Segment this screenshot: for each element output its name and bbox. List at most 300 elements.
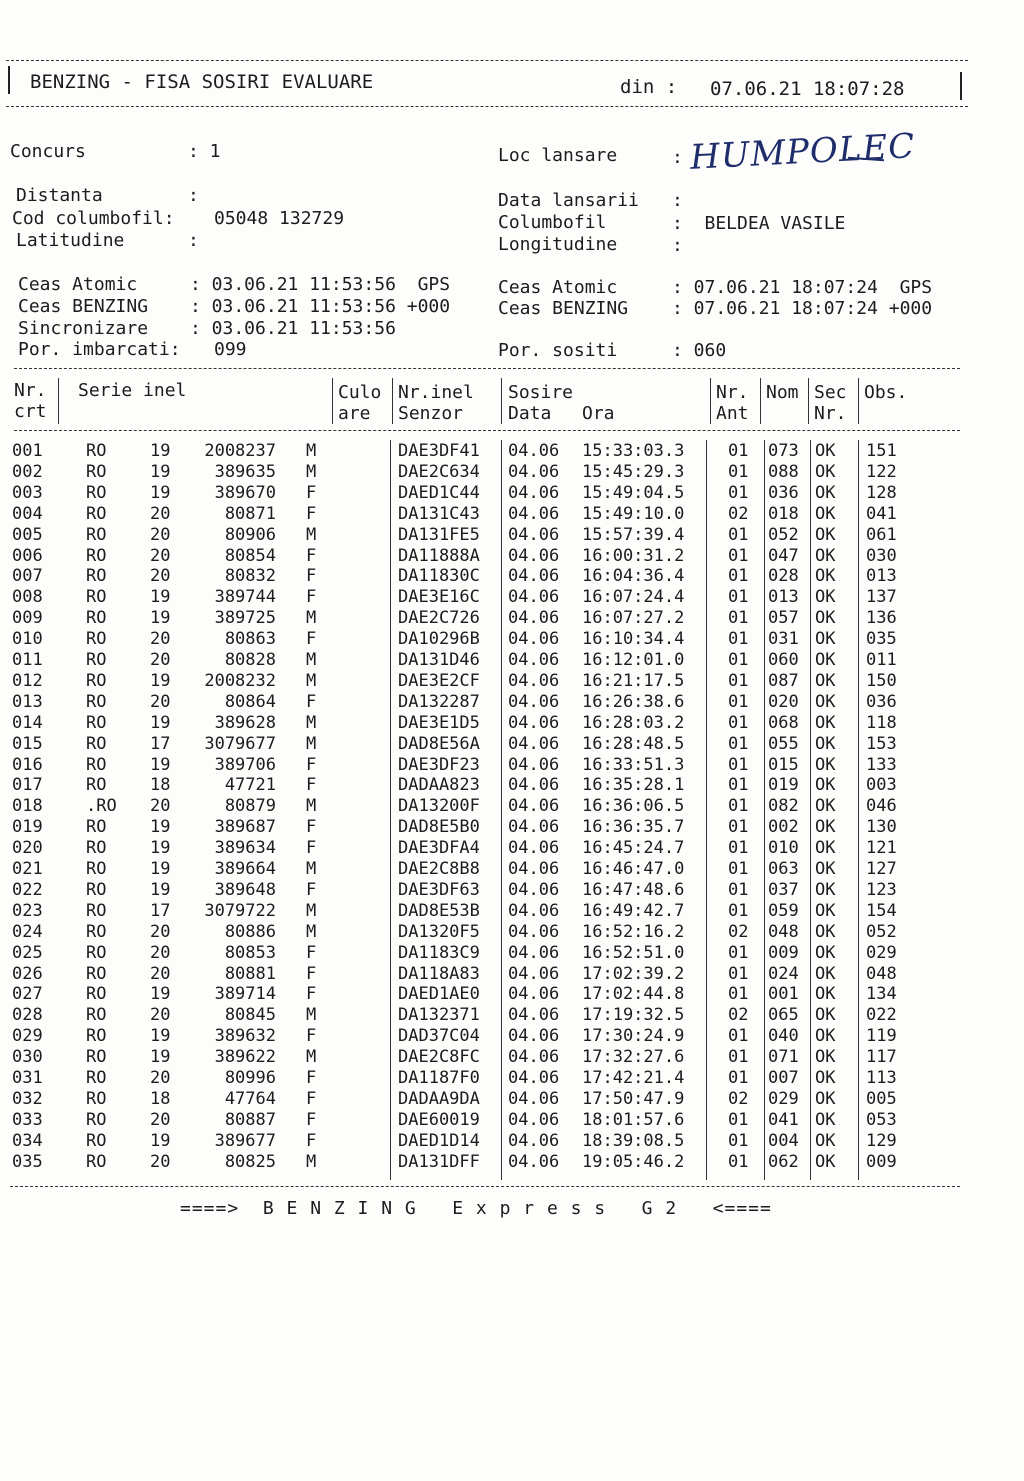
row-sensor: DAE2C634: [398, 461, 480, 482]
row-sensor: DA10296B: [398, 629, 480, 650]
row-nom: 040: [768, 1026, 799, 1047]
table-row: [0, 838, 1024, 859]
row-ring-number: 80853: [224, 942, 276, 963]
row-antenna: 02: [728, 503, 749, 524]
row-country: RO: [86, 670, 107, 691]
row-ring-number: 47721: [224, 775, 276, 796]
col-header-culoare: Culo: [338, 382, 382, 403]
row-obs: 036: [866, 691, 897, 712]
col-header-nr: Nr.: [14, 380, 47, 401]
row-date: 04.06: [508, 984, 560, 1005]
row-year: 20: [150, 691, 171, 712]
row-ring-number: 80881: [224, 963, 276, 984]
row-sensor: DAE3DF63: [398, 879, 480, 900]
distanta-value: :: [188, 185, 199, 206]
row-sex: F: [306, 775, 317, 796]
row-country: RO: [86, 650, 107, 670]
row-nom: 024: [768, 963, 799, 984]
row-date: 04.06: [508, 566, 560, 587]
row-sensor: DA132287: [398, 691, 480, 712]
row-sensor: DAE2C726: [398, 608, 480, 629]
row-nom: 004: [768, 1130, 799, 1151]
row-year: 20: [150, 566, 171, 587]
row-nr: 016: [12, 754, 43, 775]
row-sec: OK: [815, 441, 836, 461]
row-country: RO: [86, 963, 107, 984]
row-obs: 118: [866, 712, 897, 733]
row-ring-number: 80887: [224, 1109, 276, 1130]
row-country: RO: [86, 1109, 107, 1130]
row-date: 04.06: [508, 754, 560, 775]
columbofil-value: : BELDEA VASILE: [672, 213, 846, 234]
row-nom: 082: [768, 796, 799, 817]
por-imbarcati-label: Por. imbarcati:: [18, 339, 181, 360]
row-year: 20: [150, 963, 171, 984]
row-obs: 133: [866, 754, 897, 775]
row-ring-number: 389706: [214, 754, 276, 775]
row-antenna: 01: [728, 1047, 749, 1068]
row-date: 04.06: [508, 1068, 560, 1088]
row-sex: M: [306, 1151, 317, 1172]
title-left-border: [8, 66, 10, 94]
row-sex: F: [306, 1026, 317, 1047]
row-sex: M: [306, 733, 317, 754]
row-nr: 032: [12, 1088, 43, 1109]
row-year: 20: [150, 503, 171, 524]
row-sex: F: [306, 587, 317, 608]
ceas-atomic-left-value: : 03.06.21 11:53:56 GPS: [190, 274, 451, 295]
row-ring-number: 80871: [224, 503, 276, 524]
latitudine-label: Latitudine: [16, 230, 125, 251]
row-year: 18: [150, 775, 171, 796]
row-obs: 121: [866, 838, 897, 859]
row-sec: OK: [815, 1130, 836, 1151]
table-row: [0, 441, 1024, 462]
row-antenna: 02: [728, 1005, 749, 1026]
row-date: 04.06: [508, 1047, 560, 1068]
row-country: RO: [86, 629, 107, 650]
row-time: 16:52:51.0: [582, 942, 685, 963]
row-sex: M: [306, 1005, 317, 1026]
row-year: 20: [150, 545, 171, 566]
row-nom: 047: [768, 545, 799, 566]
row-year: 20: [150, 650, 171, 670]
row-time: 15:49:04.5: [582, 482, 685, 503]
row-sensor: DA131D46: [398, 650, 480, 670]
table-row: [0, 713, 1024, 734]
row-obs: 053: [866, 1109, 897, 1130]
row-ring-number: 80864: [224, 691, 276, 712]
row-time: 16:46:47.0: [582, 859, 685, 879]
row-date: 04.06: [508, 775, 560, 796]
row-sex: M: [306, 441, 317, 461]
col-header-sosire: Sosire: [508, 382, 574, 403]
row-date: 04.06: [508, 1109, 560, 1130]
col-divider: [858, 378, 859, 424]
row-year: 19: [150, 859, 171, 879]
row-antenna: 01: [728, 942, 749, 963]
row-sensor: DAD8E53B: [398, 900, 480, 921]
row-date: 04.06: [508, 629, 560, 650]
row-country: RO: [86, 524, 107, 545]
row-country: RO: [86, 900, 107, 921]
row-ring-number: 389628: [214, 712, 276, 733]
row-country: RO: [86, 817, 107, 838]
ceas-atomic-right-label: Ceas Atomic: [498, 277, 618, 298]
row-year: 20: [150, 921, 171, 942]
row-obs: 113: [866, 1068, 897, 1088]
row-obs: 123: [866, 879, 897, 900]
row-ring-number: 389664: [214, 859, 276, 879]
row-nr: 034: [12, 1130, 43, 1151]
table-bottom-border: [10, 1186, 960, 1187]
row-nr: 004: [12, 503, 43, 524]
row-obs: 030: [866, 545, 897, 566]
row-year: 19: [150, 879, 171, 900]
row-year: 20: [150, 524, 171, 545]
row-country: RO: [86, 1047, 107, 1068]
row-country: RO: [86, 503, 107, 524]
row-sec: OK: [815, 503, 836, 524]
row-sex: F: [306, 942, 317, 963]
row-date: 04.06: [508, 942, 560, 963]
row-antenna: 01: [728, 838, 749, 859]
col-header-crt: crt: [14, 401, 47, 422]
row-nom: 002: [768, 817, 799, 838]
row-nr: 002: [12, 461, 43, 482]
row-year: 17: [150, 900, 171, 921]
row-antenna: 01: [728, 984, 749, 1005]
row-obs: 127: [866, 859, 897, 879]
data-lansarii-value: :: [672, 190, 683, 211]
row-ring-number: 389714: [214, 984, 276, 1005]
row-time: 16:00:31.2: [582, 545, 685, 566]
table-row: [0, 692, 1024, 713]
sincronizare-label: Sincronizare: [18, 318, 149, 339]
row-year: 19: [150, 984, 171, 1005]
col-header-nom: Nom: [766, 382, 799, 403]
row-antenna: 02: [728, 921, 749, 942]
row-time: 17:42:21.4: [582, 1068, 685, 1088]
row-nom: 087: [768, 670, 799, 691]
row-ring-number: 2008232: [204, 670, 276, 691]
table-row: [0, 483, 1024, 504]
row-year: 20: [150, 1109, 171, 1130]
row-sensor: DAD8E56A: [398, 733, 480, 754]
row-antenna: 01: [728, 733, 749, 754]
concurs-value: : 1: [188, 141, 221, 162]
row-obs: 153: [866, 733, 897, 754]
row-sensor: DA118A83: [398, 963, 480, 984]
col-divider: [58, 378, 59, 424]
title-top-border: [6, 60, 968, 61]
row-obs: 150: [866, 670, 897, 691]
row-country: RO: [86, 754, 107, 775]
row-ring-number: 389635: [214, 461, 276, 482]
row-sec: OK: [815, 879, 836, 900]
col-header-ora: Ora: [582, 403, 615, 424]
title-right-border: [960, 72, 962, 100]
por-imbarcati-value: 099: [214, 339, 247, 360]
row-time: 16:33:51.3: [582, 754, 685, 775]
row-sex: M: [306, 921, 317, 942]
row-year: 19: [150, 587, 171, 608]
por-sositi-value: : 060: [672, 340, 727, 361]
row-obs: 130: [866, 817, 897, 838]
row-country: RO: [86, 608, 107, 629]
row-obs: 022: [866, 1005, 897, 1026]
row-date: 04.06: [508, 482, 560, 503]
row-sec: OK: [815, 963, 836, 984]
row-year: 19: [150, 838, 171, 859]
row-nom: 073: [768, 441, 799, 461]
row-date: 04.06: [508, 1026, 560, 1047]
row-year: 20: [150, 1005, 171, 1026]
row-time: 16:47:48.6: [582, 879, 685, 900]
table-row: [0, 1005, 1024, 1026]
row-sex: F: [306, 545, 317, 566]
row-sensor: DAE3E16C: [398, 587, 480, 608]
row-obs: 046: [866, 796, 897, 817]
row-year: 20: [150, 1151, 171, 1172]
col-header-nr-ant: Nr.: [716, 382, 749, 403]
row-ring-number: 80906: [224, 524, 276, 545]
row-sensor: DADAA9DA: [398, 1088, 480, 1109]
table-row: [0, 817, 1024, 838]
row-nom: 013: [768, 587, 799, 608]
row-date: 04.06: [508, 859, 560, 879]
row-time: 16:36:06.5: [582, 796, 685, 817]
row-antenna: 01: [728, 566, 749, 587]
row-obs: 151: [866, 441, 897, 461]
row-nr: 021: [12, 859, 43, 879]
col-divider: [710, 378, 711, 424]
row-date: 04.06: [508, 670, 560, 691]
row-time: 16:28:48.5: [582, 733, 685, 754]
loc-lansare-handwritten: HUMPOLEC: [689, 126, 917, 178]
row-obs: 041: [866, 503, 897, 524]
row-antenna: 01: [728, 796, 749, 817]
row-sex: F: [306, 984, 317, 1005]
row-sex: F: [306, 817, 317, 838]
row-year: 19: [150, 1047, 171, 1068]
row-sensor: DAED1D14: [398, 1130, 480, 1151]
row-antenna: 01: [728, 712, 749, 733]
row-time: 15:49:10.0: [582, 503, 685, 524]
row-time: 16:52:16.2: [582, 921, 685, 942]
row-country: RO: [86, 691, 107, 712]
row-obs: 003: [866, 775, 897, 796]
row-sensor: DA1183C9: [398, 942, 480, 963]
row-nr: 005: [12, 524, 43, 545]
row-obs: 128: [866, 482, 897, 503]
row-sec: OK: [815, 524, 836, 545]
row-country: RO: [86, 441, 107, 461]
ceas-atomic-right-value: : 07.06.21 18:07:24 GPS: [672, 277, 933, 298]
row-ring-number: 389687: [214, 817, 276, 838]
row-sec: OK: [815, 942, 836, 963]
table-row: [0, 964, 1024, 985]
row-ring-number: 3079677: [204, 733, 276, 754]
row-date: 04.06: [508, 441, 560, 461]
sincronizare-value: : 03.06.21 11:53:56: [190, 318, 396, 339]
ceas-benzing-right-value: : 07.06.21 18:07:24 +000: [672, 298, 933, 319]
row-antenna: 01: [728, 441, 749, 461]
row-nom: 037: [768, 879, 799, 900]
row-obs: 117: [866, 1047, 897, 1068]
concurs-label: Concurs: [10, 141, 86, 162]
row-country: RO: [86, 1026, 107, 1047]
row-sec: OK: [815, 1068, 836, 1088]
row-sec: OK: [815, 1151, 836, 1172]
row-nr: 024: [12, 921, 43, 942]
row-date: 04.06: [508, 879, 560, 900]
row-sensor: DA131FE5: [398, 524, 480, 545]
row-year: 19: [150, 670, 171, 691]
table-row: [0, 859, 1024, 880]
row-year: 20: [150, 629, 171, 650]
table-row: [0, 504, 1024, 525]
row-nom: 018: [768, 503, 799, 524]
row-date: 04.06: [508, 503, 560, 524]
row-ring-number: 2008237: [204, 441, 276, 461]
table-row: [0, 1089, 1024, 1110]
col-header-ant: Ant: [716, 403, 749, 424]
columbofil-label: Columbofil: [498, 212, 607, 233]
row-antenna: 01: [728, 1151, 749, 1172]
row-year: 19: [150, 712, 171, 733]
row-sex: F: [306, 963, 317, 984]
row-antenna: 01: [728, 461, 749, 482]
table-row: [0, 755, 1024, 776]
row-sensor: DA13200F: [398, 796, 480, 817]
row-date: 04.06: [508, 587, 560, 608]
row-date: 04.06: [508, 712, 560, 733]
row-sex: M: [306, 900, 317, 921]
row-sec: OK: [815, 482, 836, 503]
row-ring-number: 47764: [224, 1088, 276, 1109]
row-sec: OK: [815, 1047, 836, 1068]
row-obs: 136: [866, 608, 897, 629]
row-sensor: DADAA823: [398, 775, 480, 796]
distanta-label: Distanta: [16, 185, 103, 206]
ceas-atomic-left-label: Ceas Atomic: [18, 274, 138, 295]
row-nr: 018: [12, 796, 43, 817]
row-year: 20: [150, 942, 171, 963]
row-ring-number: 80832: [224, 566, 276, 587]
row-nom: 019: [768, 775, 799, 796]
row-nom: 001: [768, 984, 799, 1005]
row-antenna: 01: [728, 482, 749, 503]
row-year: 19: [150, 1130, 171, 1151]
row-ring-number: 80863: [224, 629, 276, 650]
row-ring-number: 389632: [214, 1026, 276, 1047]
row-sex: M: [306, 670, 317, 691]
row-sex: F: [306, 1088, 317, 1109]
row-antenna: 01: [728, 629, 749, 650]
table-row: [0, 1047, 1024, 1068]
row-sensor: DA131C43: [398, 503, 480, 524]
row-sex: F: [306, 838, 317, 859]
longitudine-value: :: [672, 235, 683, 256]
ceas-benzing-right-label: Ceas BENZING: [498, 298, 629, 319]
row-sec: OK: [815, 796, 836, 817]
row-time: 16:26:38.6: [582, 691, 685, 712]
table-row: [0, 525, 1024, 546]
row-sensor: DAE2C8B8: [398, 859, 480, 879]
row-country: RO: [86, 921, 107, 942]
row-nr: 028: [12, 1005, 43, 1026]
row-time: 15:33:03.3: [582, 441, 685, 461]
row-sex: M: [306, 650, 317, 670]
row-nr: 023: [12, 900, 43, 921]
row-antenna: 01: [728, 963, 749, 984]
row-time: 16:49:42.7: [582, 900, 685, 921]
row-sensor: DAE3DF41: [398, 441, 480, 461]
row-obs: 035: [866, 629, 897, 650]
row-nr: 033: [12, 1109, 43, 1130]
document-title: BENZING - FISA SOSIRI EVALUARE: [30, 71, 374, 93]
col-divider: [760, 378, 761, 424]
row-date: 04.06: [508, 963, 560, 984]
row-nom: 007: [768, 1068, 799, 1088]
row-country: RO: [86, 1130, 107, 1151]
row-date: 04.06: [508, 1151, 560, 1172]
row-sex: M: [306, 796, 317, 817]
row-time: 16:07:24.4: [582, 587, 685, 608]
din-label: din :: [620, 76, 678, 98]
row-sensor: DAD37C04: [398, 1026, 480, 1047]
table-row: [0, 943, 1024, 964]
row-obs: 052: [866, 921, 897, 942]
row-time: 17:32:27.6: [582, 1047, 685, 1068]
table-row: [0, 775, 1024, 796]
row-time: 18:01:57.6: [582, 1109, 685, 1130]
row-year: 20: [150, 1068, 171, 1088]
row-sec: OK: [815, 817, 836, 838]
row-date: 04.06: [508, 524, 560, 545]
row-ring-number: 389622: [214, 1047, 276, 1068]
row-sec: OK: [815, 650, 836, 670]
row-nr: 014: [12, 712, 43, 733]
row-nom: 065: [768, 1005, 799, 1026]
row-year: 19: [150, 754, 171, 775]
row-sex: F: [306, 629, 317, 650]
loc-lansare-sep: :: [672, 147, 683, 168]
row-sensor: DAE3DFA4: [398, 838, 480, 859]
row-time: 16:21:17.5: [582, 670, 685, 691]
col-header-sec: Sec: [814, 382, 847, 403]
row-nr: 010: [12, 629, 43, 650]
table-row: [0, 587, 1024, 608]
row-nom: 028: [768, 566, 799, 587]
row-ring-number: 80828: [224, 650, 276, 670]
row-sensor: DA132371: [398, 1005, 480, 1026]
row-ring-number: 80854: [224, 545, 276, 566]
table-row: [0, 546, 1024, 567]
row-time: 17:02:44.8: [582, 984, 685, 1005]
row-sensor: DA131DFF: [398, 1151, 480, 1172]
row-sec: OK: [815, 712, 836, 733]
row-year: 19: [150, 482, 171, 503]
row-sex: M: [306, 1047, 317, 1068]
row-antenna: 01: [728, 545, 749, 566]
row-year: 19: [150, 817, 171, 838]
row-sensor: DAED1C44: [398, 482, 480, 503]
row-antenna: 02: [728, 1088, 749, 1109]
row-ring-number: 389744: [214, 587, 276, 608]
row-sex: M: [306, 859, 317, 879]
